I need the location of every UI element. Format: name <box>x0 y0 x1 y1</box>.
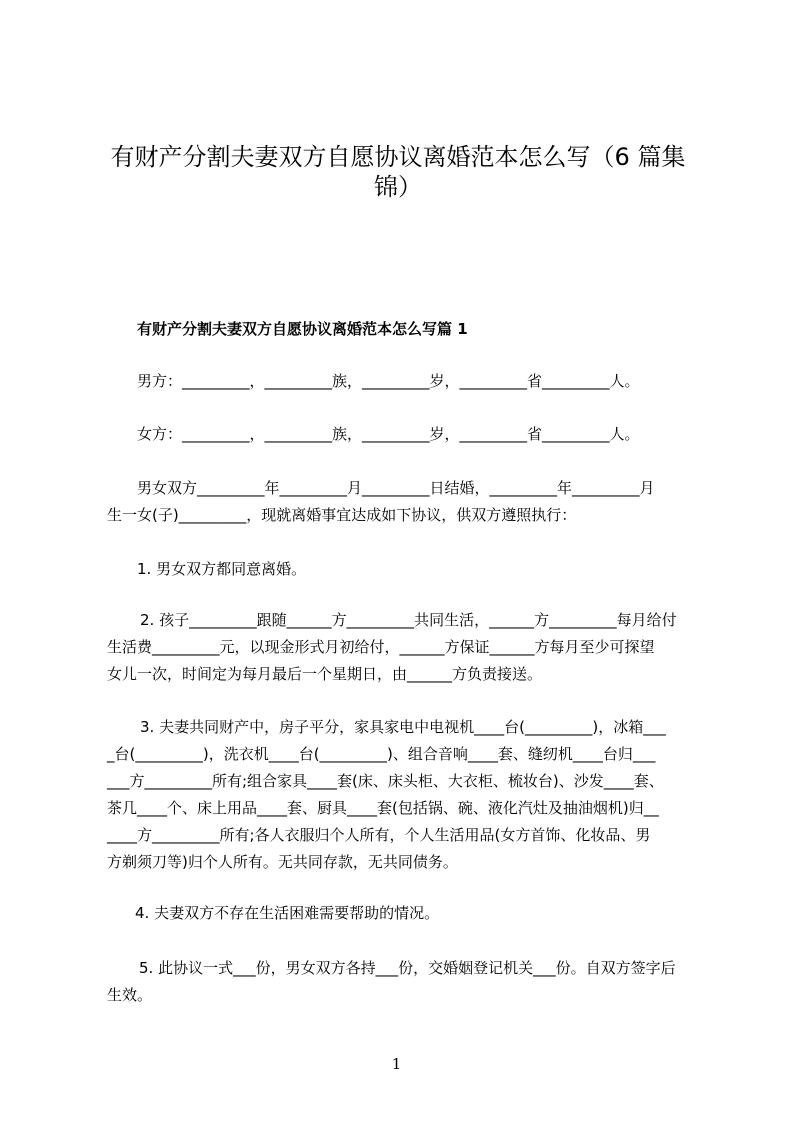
title-line: 有财产分割夫妻双方自愿协议离婚范本怎么写（6 篇集 <box>110 143 686 171</box>
paragraph-line: 生活费_________元，以现金形式月初给付，______方保证______方每月至少可探望 <box>107 638 655 656</box>
paragraph-line: 生一女(子)_________，现就离婚事宜达成如下协议，供双方遵照执行： <box>107 506 577 524</box>
man-info-paragraph: 男方：_________，_________族，_________岁，_________省_________人。 <box>137 372 640 390</box>
paragraph-line: 5. 此协议一式___份，男女双方各持___份，交婚姻登记机关___份。自双方签字后 <box>139 959 676 977</box>
paragraph-line: 3. 夫妻共同财产中，房子平分，家具家电中电视机____台(_________)，冰箱___ <box>140 718 666 736</box>
paragraph-line: 女儿一次，时间定为每月最后一个星期日，由______方负责接送。 <box>107 665 543 683</box>
paragraph-line: ___方_________所有;组合家具____套(床、床头柜、大衣柜、梳妆台)、沙发____套、 <box>107 772 664 790</box>
clause-5 <box>107 955 676 1009</box>
clause-4: 4. 夫妻双方不存在生活困难需要帮助的情况。 <box>135 904 440 922</box>
clause-2 <box>107 607 677 688</box>
paragraph-line: 方剃须刀等)归个人所有。无共同存款，无共同债务。 <box>107 853 458 871</box>
marriage-paragraph <box>107 475 655 529</box>
paragraph-line: ____方_________所有;各人衣服归个人所有，个人生活用品(女方首饰、化妆品、男 <box>107 826 651 844</box>
woman-info-paragraph: 女方：_________，_________族，_________岁，_________省_________人。 <box>137 425 640 443</box>
paragraph-line: 2. 孩子_________跟随______方_________共同生活，______方_________每月给付 <box>140 611 677 629</box>
title-line: 锦） <box>374 173 422 201</box>
clause-1: 1. 男女双方都同意离婚。 <box>137 560 307 578</box>
paragraph-line: 男女双方_________年_________月_________日结婚，_________年_________月 <box>137 479 655 497</box>
paragraph-line: 生效。 <box>107 986 153 1004</box>
clause-3 <box>107 714 666 876</box>
paragraph-line: _台(_________)，洗衣机____台(_________)、组合音响____套、缝纫机____台归___ <box>107 745 656 763</box>
paragraph-line: 茶几____个、床上用品____套、厨具____套(包括锅、碗、液化汽灶及抽油烟机)归__ <box>107 799 659 817</box>
document-title <box>100 142 696 202</box>
page-number: 1 <box>391 1055 402 1073</box>
section-heading: 有财产分割夫妻双方自愿协议离婚范本怎么写篇 1 <box>137 320 468 338</box>
